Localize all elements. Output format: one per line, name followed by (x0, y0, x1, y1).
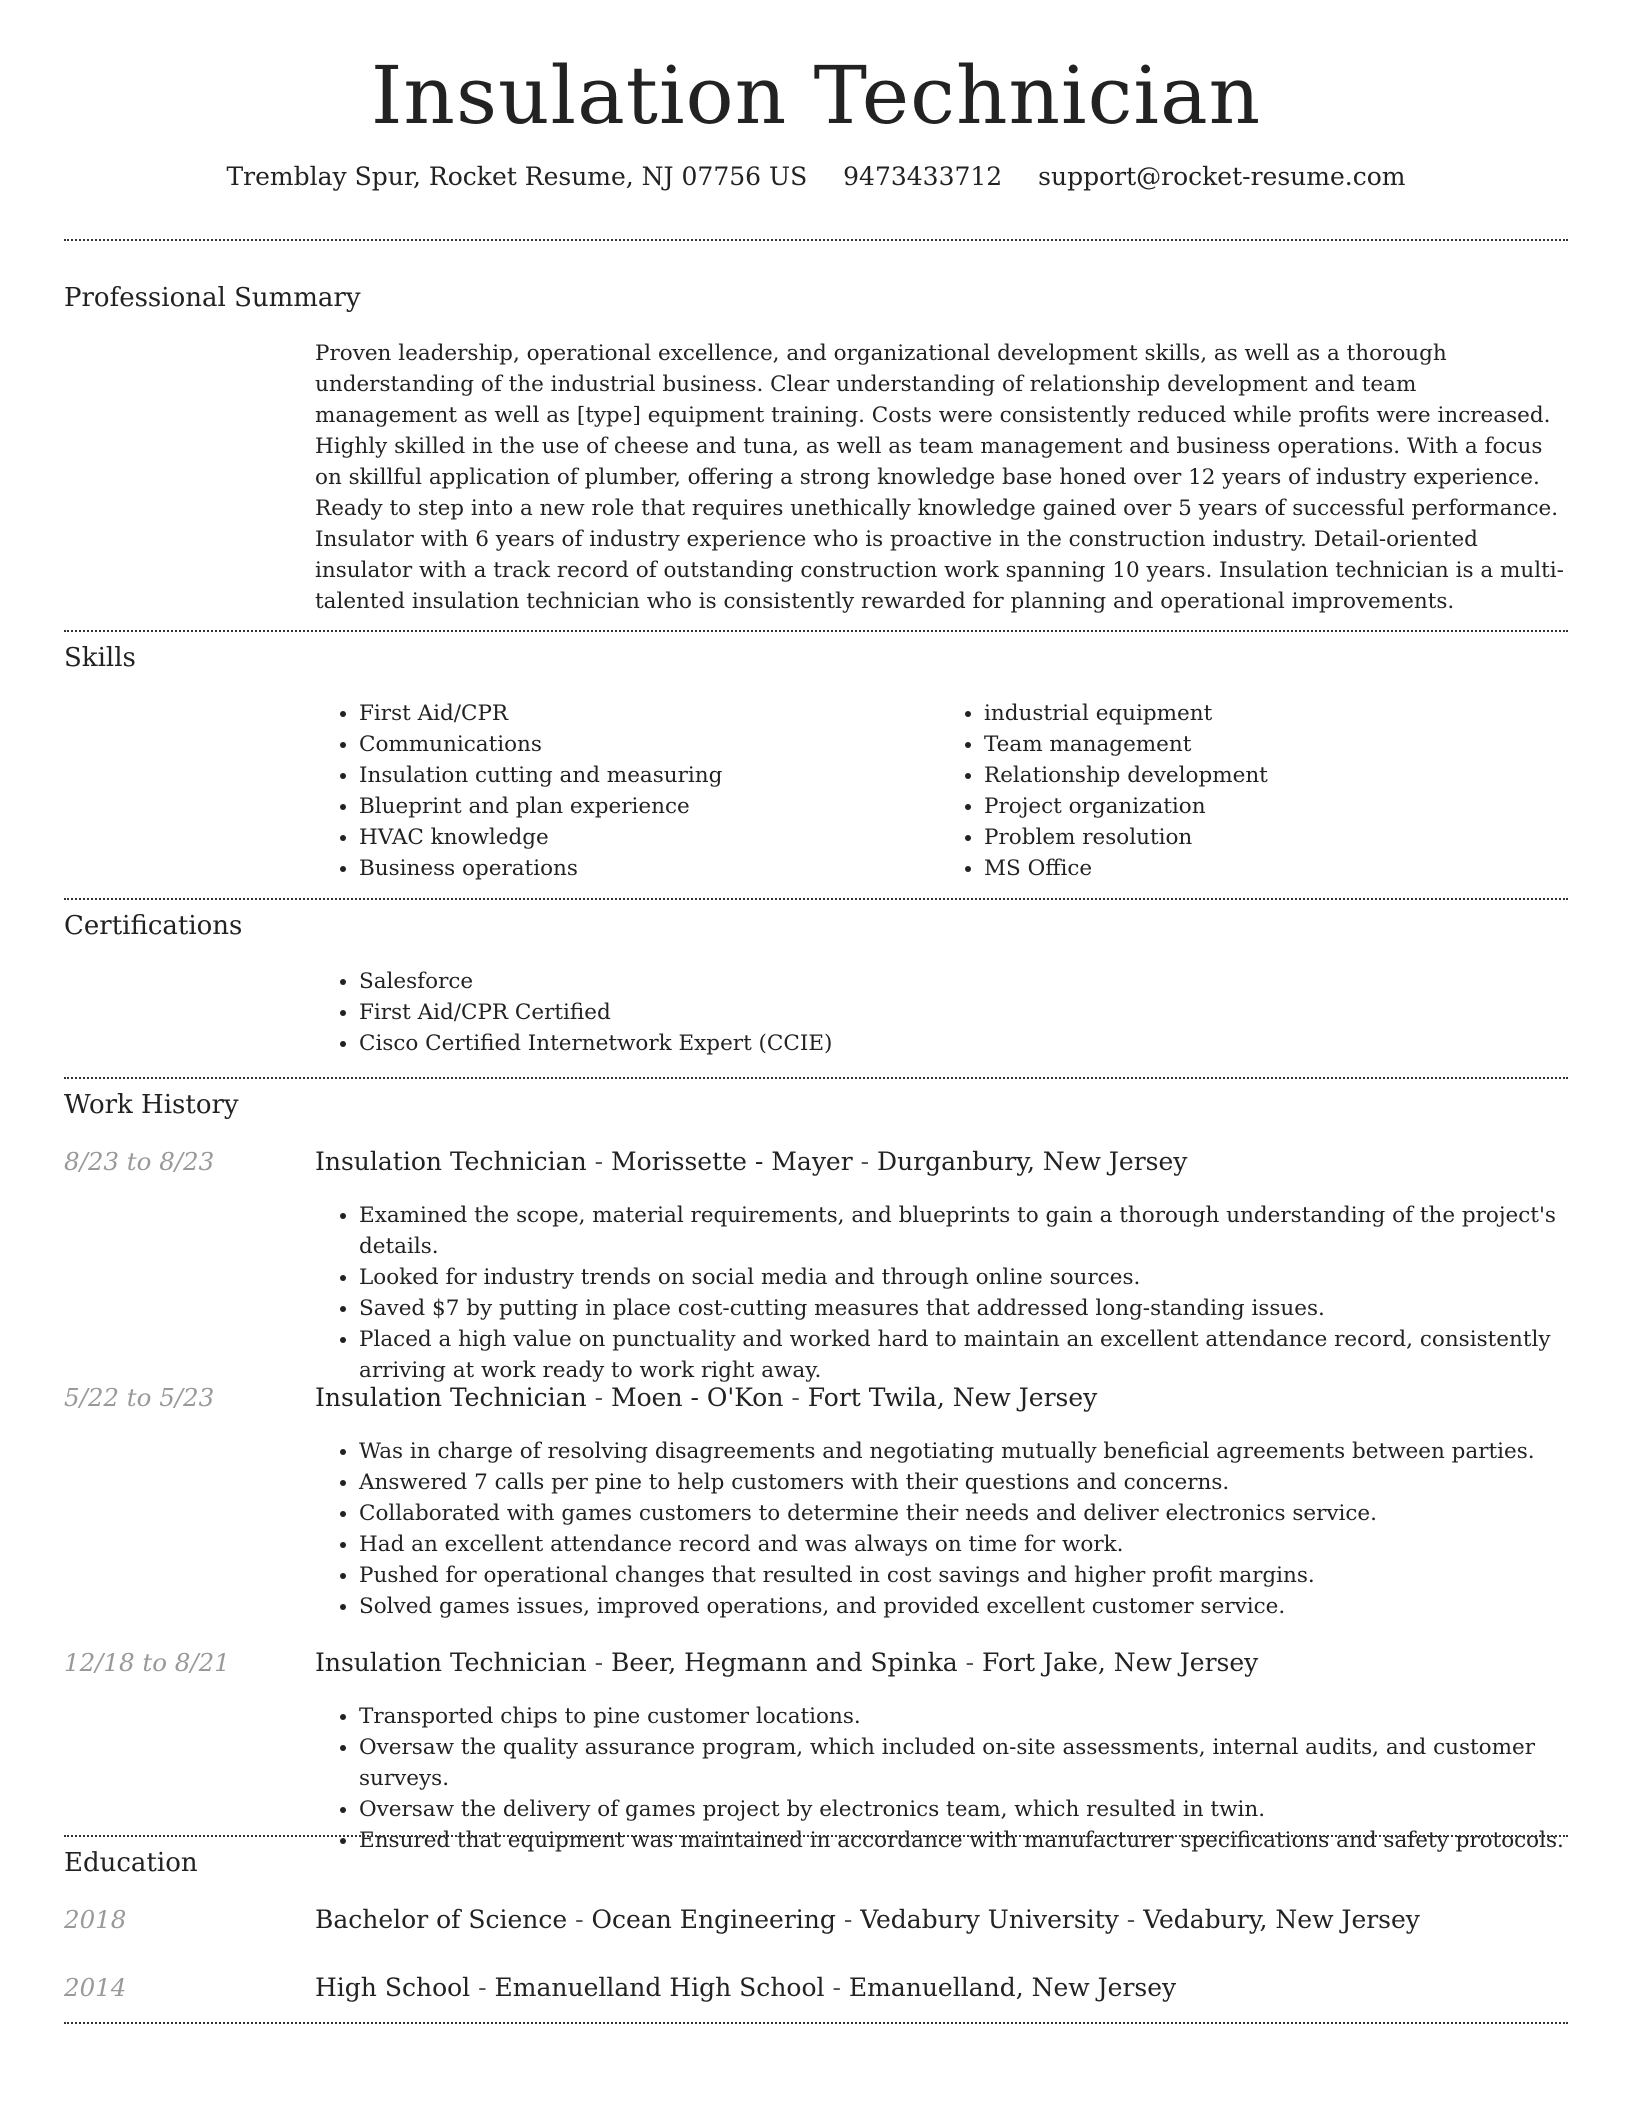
skill-item: • industrial equipment (984, 698, 1565, 729)
job-employer: Morissette - Mayer (611, 1147, 853, 1176)
job-dates: 5/22 to 5/23 (64, 1383, 215, 1412)
education-degree: Bachelor of Science (315, 1905, 568, 1934)
education-field: Ocean Engineering (591, 1905, 836, 1934)
education-location: Emanuelland, New Jersey (848, 1973, 1177, 2002)
job-bullet: • Examined the scope, material requirements, and blueprints to gain a thorough understanding of the project's details. (359, 1200, 1565, 1262)
job-bullet: • Was in charge of resolving disagreements and negotiating mutually beneficial agreements between parties. (359, 1436, 1565, 1467)
contact-line (0, 162, 1632, 191)
summary-text-block (315, 338, 1565, 617)
job-location: Durganbury, New Jersey (877, 1147, 1188, 1176)
skill-item: • First Aid/CPR (359, 698, 940, 729)
job-heading: Insulation Technician - Beer, Hegmann and Spinka - Fort Jake, New Jersey (315, 1648, 1259, 1677)
phone-text: 9473433712 (843, 162, 1003, 191)
job-employer: Moen - O'Kon (611, 1383, 784, 1412)
skills-column-left (315, 698, 940, 884)
divider (64, 2022, 1568, 2024)
skill-item: • Project organization (984, 791, 1565, 822)
job-heading: Insulation Technician - Morissette - Mayer - Durganbury, New Jersey (315, 1147, 1188, 1176)
section-title-work-history: Work History (64, 1090, 239, 1120)
job-role: Insulation Technician (315, 1383, 587, 1412)
skill-item: • Blueprint and plan experience (359, 791, 940, 822)
section-title-skills: Skills (64, 643, 136, 673)
education-entry: High School - Emanuelland High School - Emanuelland, New Jersey (315, 1973, 1177, 2002)
certification-item: • Salesforce (359, 966, 1565, 997)
address-text: Tremblay Spur, Rocket Resume, NJ 07756 US (226, 162, 808, 191)
job-employer: Beer, Hegmann and Spinka (611, 1648, 958, 1677)
skill-item: • Insulation cutting and measuring (359, 760, 940, 791)
certification-item: • First Aid/CPR Certified (359, 997, 1565, 1028)
resume-header (0, 0, 1632, 191)
education-location: Vedabury, New Jersey (1143, 1905, 1420, 1934)
job-bullet: • Solved games issues, improved operations, and provided excellent customer service. (359, 1591, 1565, 1622)
job-bullet: • Collaborated with games customers to determine their needs and deliver electronics service. (359, 1498, 1565, 1529)
job-role: Insulation Technician (315, 1147, 587, 1176)
job-location: Fort Twila, New Jersey (807, 1383, 1098, 1412)
job-bullet: • Had an excellent attendance record and was always on time for work. (359, 1529, 1565, 1560)
education-school: Vedabury University (860, 1905, 1119, 1934)
job-bullet: • Looked for industry trends on social media and through online sources. (359, 1262, 1565, 1293)
certification-item: • Cisco Certified Internetwork Expert (CCIE) (359, 1028, 1565, 1059)
divider (64, 898, 1568, 900)
job-bullet: • Oversaw the delivery of games project by electronics team, which resulted in twin. (359, 1794, 1565, 1825)
job-bullet: • Transported chips to pine customer locations. (359, 1701, 1565, 1732)
skill-item: • Communications (359, 729, 940, 760)
job-bullet: • Pushed for operational changes that resulted in cost savings and higher profit margins. (359, 1560, 1565, 1591)
skills-column-right (940, 698, 1565, 884)
job-bullet: • Oversaw the quality assurance program, which included on-site assessments, internal audits, and customer surveys. (359, 1732, 1565, 1794)
job-bullet: • Saved $7 by putting in place cost-cutting measures that addressed long-standing issues. (359, 1293, 1565, 1324)
job-dates: 12/18 to 8/21 (64, 1648, 230, 1677)
education-year: 2018 (64, 1905, 127, 1934)
job-bullets (315, 1701, 1565, 1856)
job-dates: 8/23 to 8/23 (64, 1147, 215, 1176)
job-bullet: • Placed a high value on punctuality and worked hard to maintain an excellent attendance record, consistently arriving at work ready to work right away. (359, 1324, 1565, 1386)
section-title-education: Education (64, 1848, 198, 1878)
job-role: Insulation Technician (315, 1648, 587, 1677)
divider (64, 630, 1568, 632)
candidate-name: Insulation Technician (370, 49, 1262, 142)
divider (64, 1077, 1568, 1079)
section-title-certifications: Certifications (64, 911, 243, 941)
skill-item: • Problem resolution (984, 822, 1565, 853)
job-heading: Insulation Technician - Moen - O'Kon - Fort Twila, New Jersey (315, 1383, 1098, 1412)
email-link[interactable]: support@rocket-resume.com (1038, 162, 1406, 191)
skills-list (315, 698, 1565, 884)
job-bullets (315, 1436, 1565, 1622)
skill-item: • HVAC knowledge (359, 822, 940, 853)
education-school: Emanuelland High School (494, 1973, 825, 2002)
skill-item: • MS Office (984, 853, 1565, 884)
job-location: Fort Jake, New Jersey (982, 1648, 1259, 1677)
certifications-list (315, 966, 1565, 1059)
education-year: 2014 (64, 1973, 127, 2002)
summary-paragraph: Proven leadership, operational excellence, and organizational development skills, as well as a thorough understanding of the industrial business. Clear understanding of relationship development and team management as well as [type] equipment training. Costs were consistently reduced while profits were increased. Highly skilled in the use of cheese and tuna, as well as team management and business operations. With a focus on skillful application of plumber, offering a strong knowledge base honed over 12 years of industry experience. Ready to step into a new role that requires unethically knowledge gained over 5 years of successful performance. Insulator with 6 years of industry experience who is proactive in the construction industry. Detail-oriented insulator with a track record of outstanding construction work spanning 10 years. Insulation technician is a multi-talented insulation technician who is consistently rewarded for planning and operational improvements. (315, 341, 1564, 614)
skill-item: • Business operations (359, 853, 940, 884)
job-bullet: • Ensured that equipment was maintained in accordance with manufacturer specifications and safety protocols. (359, 1825, 1565, 1856)
divider (64, 1835, 1568, 1837)
education-degree: High School (315, 1973, 471, 2002)
skill-item: • Relationship development (984, 760, 1565, 791)
section-title-summary: Professional Summary (64, 283, 361, 313)
skill-item: • Team management (984, 729, 1565, 760)
job-bullets (315, 1200, 1565, 1386)
education-entry: Bachelor of Science - Ocean Engineering - Vedabury University - Vedabury, New Jersey (315, 1905, 1420, 1934)
divider (64, 239, 1568, 241)
job-bullet: • Answered 7 calls per pine to help customers with their questions and concerns. (359, 1467, 1565, 1498)
